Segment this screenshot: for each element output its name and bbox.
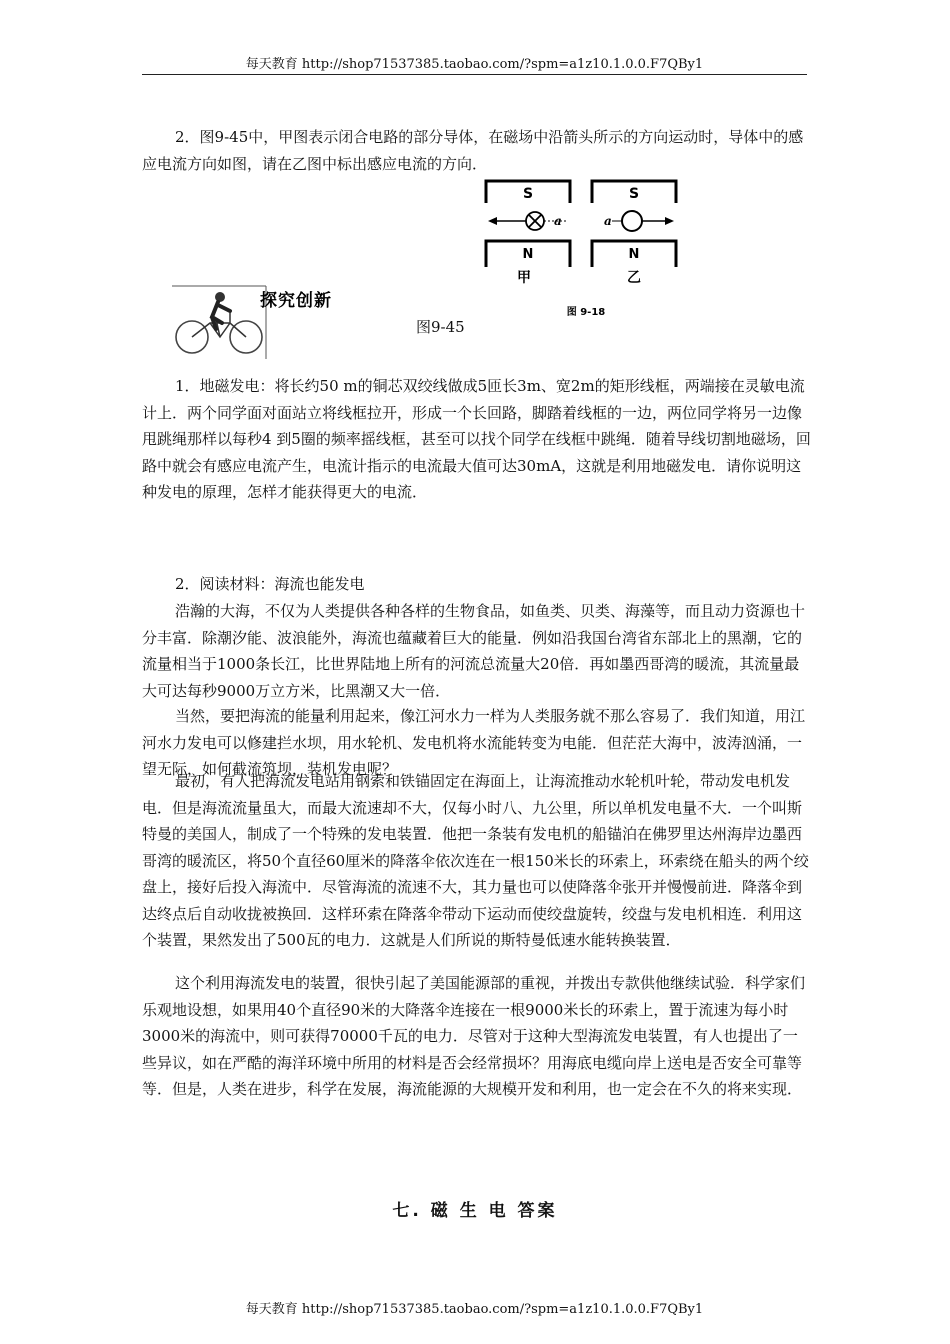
pole-s-right: S: [628, 186, 640, 202]
conductor-label-left: a: [554, 214, 562, 228]
figure-small-label: 图 9-18: [566, 307, 606, 318]
page-header: 每天教育 http://shop71537385.taobao.com/?spm=a1z10.1.0.0.F7QBy1: [245, 57, 704, 72]
explore-title: 探究创新: [260, 291, 332, 311]
explore-banner: [172, 285, 352, 360]
conductor-label-right: a: [604, 214, 612, 228]
label-jia: 甲: [517, 270, 531, 286]
page-footer: 每天教育 http://shop71537385.taobao.com/?spm=a1z10.1.0.0.F7QBy1: [245, 1302, 704, 1317]
header-rule: [142, 74, 807, 75]
cyclist-icon: [176, 292, 262, 353]
reading-paragraph-1: 浩瀚的大海，不仅为人类提供各种各样的生物食品，如鱼类、贝类、海藻等，而且动力资源也十分丰富．除潮汐能、波浪能外，海流也蕴藏着巨大的能量．例如沿我国台湾省东部北上的黑潮，它的流量相当于1000条长江，比世界陆地上所有的河流总流量大20倍．再如墨西哥湾的暖流，其流量最大可达每秒9000万立方米，比黑潮又大一倍．: [142, 602, 806, 700]
figure-caption: 图9-45: [416, 318, 465, 336]
pole-n-right: N: [628, 247, 640, 262]
item-2-title: 2．阅读材料：海流也能发电: [175, 575, 365, 593]
figure-9-45: [462, 175, 687, 320]
item-1-text: 1．地磁发电：将长约50 m的铜芯双绞线做成5匝长3m、宽2m的矩形线框，两端接在灵敏电流计上．两个同学面对面站立将线框拉开，形成一个长回路，脚踏着线框的一边，两位同学将另一边像甩跳绳那样以每秒4 到5圈的频率摇线框，甚至可以找个同学在线框中跳绳．随着导线切割地磁场，回路中就会有感应电流产生，电流计指示的电流最大值可达30mA，这就是利用地磁发电．请你说明这种发电的原理，怎样才能获得更大的电流．: [142, 377, 811, 501]
label-yi: 乙: [627, 270, 641, 286]
answers-section-title: 七. 磁 生 电 答案: [392, 1201, 558, 1221]
question-2: 2．图9-45中，甲图表示闭合电路的部分导体，在磁场中沿箭头所示的方向运动时，导体中的感应电流方向如图，请在乙图中标出感应电流的方向．: [142, 128, 804, 173]
reading-paragraph-4: 这个利用海流发电的装置，很快引起了美国能源部的重视，并拨出专款供他继续试验．科学家们乐观地设想，如果用40个直径90米的大降落伞连接在一根9000米长的环索上，置于流速为每小时3000米的海流中，则可获得70000千瓦的电力．尽管对于这种大型海流发电装置，有人也提出了一些异议，如在严酷的海洋环境中所用的材料是否会经常损坏？用海底电缆向岸上送电是否安全可靠等等．但是，人类在进步，科学在发展，海流能源的大规模开发和利用，也一定会在不久的将来实现．: [142, 974, 806, 1098]
pole-s-left: S: [522, 186, 534, 202]
pole-n-left: N: [522, 247, 534, 262]
conductor-blank: [622, 211, 642, 231]
reading-paragraph-2: 当然，要把海流的能量利用起来，像江河水力一样为人类服务就不那么容易了．我们知道，用江河水力发电可以修建拦水坝，用水轮机、发电机将水流能转变为电能．但茫茫大海中，波涛汹涌，一望无际，如何截流筑坝，装机发电呢？: [142, 707, 806, 778]
reading-paragraph-3: 最初，有人把海流发电站用钢索和铁锚固定在海面上，让海流推动水轮机叶轮，带动发电机发电．但是海流流量虽大，而最大流速却不大，仅每小时八、九公里，所以单机发电量不大．一个叫斯特曼的美国人，制成了一个特殊的发电装置．他把一条装有发电机的船锚泊在佛罗里达州海岸边墨西哥湾的暖流区，将50个直径60厘米的降落伞依次连在一根150米长的环索上，环索绕在船头的两个绞盘上，接好后投入海流中．尽管海流的流速不大，其力量也可以使降落伞张开并慢慢前进．降落伞到达终点后自动收拢被换回．这样环索在降落伞带动下运动而使绞盘旋转，绞盘与发电机相连．利用这个装置，果然发出了500瓦的电力．这就是人们所说的斯特曼低速水能转换装置．: [142, 772, 809, 949]
